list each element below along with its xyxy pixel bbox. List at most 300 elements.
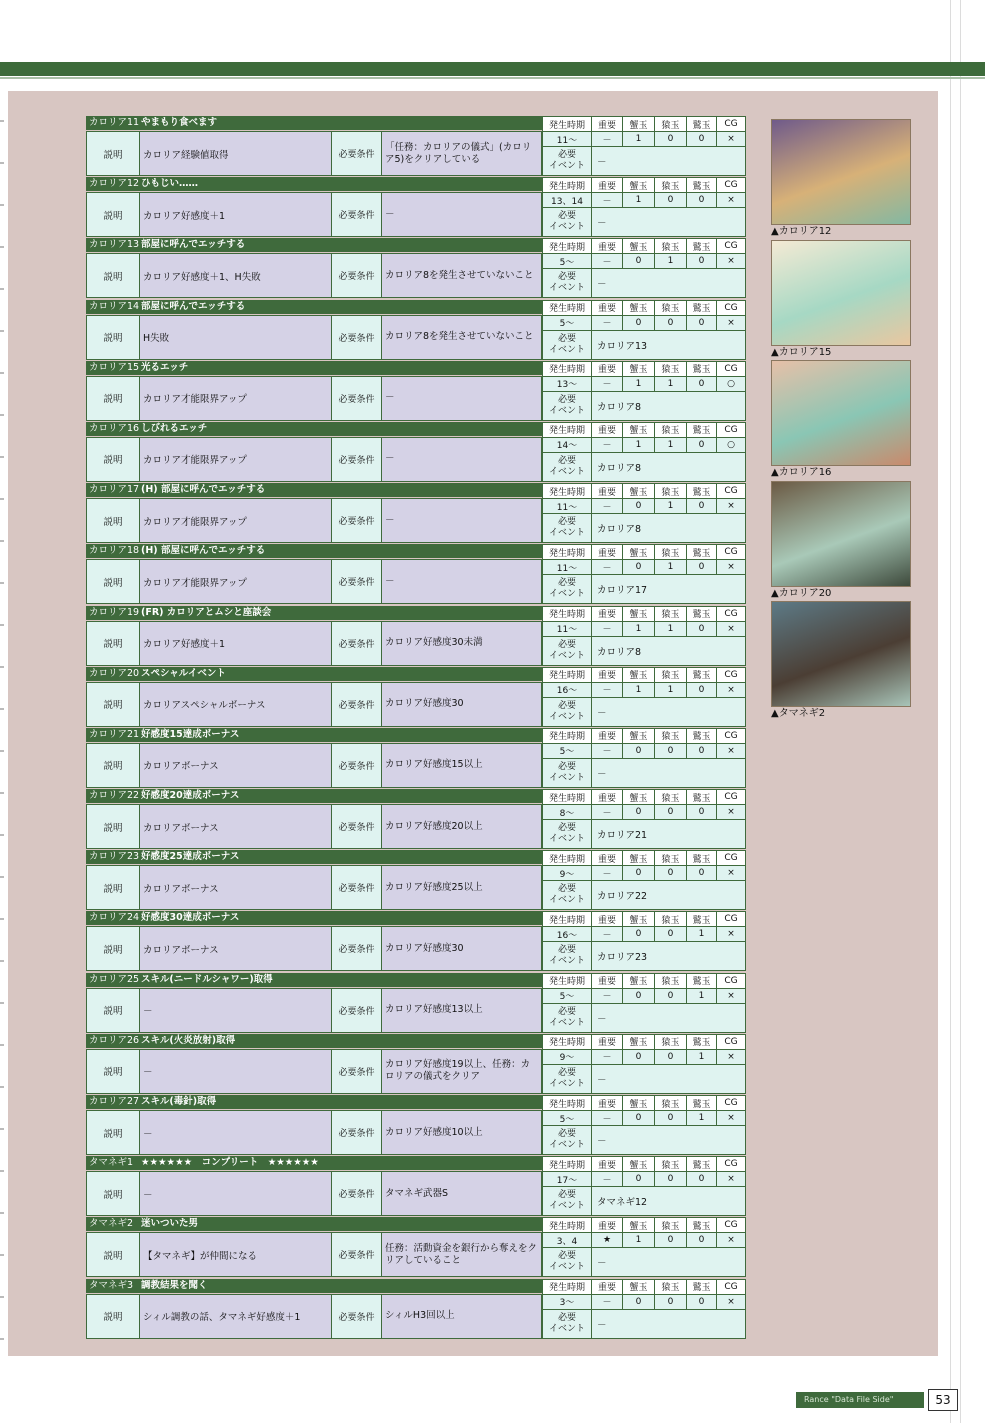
thumbnail (771, 119, 913, 240)
required-event-row (543, 269, 745, 297)
stat-header: 蟹玉 (622, 668, 654, 682)
stats-value-row (543, 499, 745, 514)
event-label: 必要 イベント (548, 455, 585, 477)
required-event-row (543, 881, 745, 909)
stat-cg: × (716, 989, 745, 1003)
entry-header (86, 728, 542, 742)
stat-header: CG (716, 362, 745, 376)
entry-description: カロリアスペシャルボーナス (139, 683, 331, 726)
stats-value-row (543, 744, 745, 759)
desc-label: 説明 (87, 254, 139, 297)
stat-header: 重要 (591, 1157, 622, 1171)
entry-id: タマネギ2 (89, 1218, 134, 1230)
stat-time: 11〜 (556, 563, 578, 574)
stat-header: 猿玉 (654, 974, 686, 988)
required-event: カロリア23 (591, 942, 745, 970)
stat-kani: 0 (622, 744, 654, 758)
stat-header: CG (716, 668, 745, 682)
stat-cg: × (716, 1050, 745, 1064)
stat-header: CG (716, 1096, 745, 1110)
stat-cg: × (716, 1172, 745, 1186)
entry-header (86, 483, 542, 497)
stat-washi: 0 (686, 499, 716, 513)
stat-washi: 1 (686, 989, 716, 1003)
stat-header: 猿玉 (654, 607, 686, 621)
entry-body (86, 621, 542, 666)
stat-washi: 0 (686, 622, 716, 636)
cond-label: 必要条件 (331, 683, 381, 726)
stat-saru: 0 (654, 1050, 686, 1064)
entry-condition: － (381, 193, 541, 236)
stat-time: 11〜 (556, 502, 578, 513)
entry-description: カロリア才能限界アップ (139, 377, 331, 420)
cond-label: 必要条件 (331, 744, 381, 787)
stat-header: CG (716, 301, 745, 315)
entry-stats (542, 1095, 746, 1155)
stat-cg: × (716, 316, 745, 330)
stat-washi: 0 (686, 560, 716, 574)
stat-cg: × (716, 499, 745, 513)
entry-body (86, 1232, 542, 1277)
entry-header (86, 850, 542, 864)
required-event: カロリア8 (591, 392, 745, 420)
stats-header-row (543, 1096, 745, 1111)
event-entry (86, 973, 746, 1034)
stat-header: 発生時期 (548, 1283, 585, 1294)
required-event-row (543, 1187, 745, 1215)
entry-id: カロリア17 (89, 484, 140, 496)
event-entry (86, 1217, 746, 1278)
stat-saru: 0 (654, 744, 686, 758)
entry-body (86, 865, 542, 910)
stat-kani: 1 (622, 622, 654, 636)
required-event: － (591, 269, 745, 297)
stat-time: 5〜 (559, 747, 575, 758)
stat-time: 3、4 (556, 1236, 578, 1247)
stats-header-row (543, 1218, 745, 1233)
stat-header: 鷲玉 (686, 974, 716, 988)
entry-description: カロリア経験値取得 (139, 132, 331, 175)
entry-condition: カロリア好感度25以上 (381, 866, 541, 909)
entry-description: － (139, 1050, 331, 1093)
stat-header: 猿玉 (654, 423, 686, 437)
screenshot-image (771, 240, 911, 346)
stat-header: 鷲玉 (686, 545, 716, 559)
event-label: 必要 イベント (548, 1190, 585, 1212)
stat-header: 鷲玉 (686, 484, 716, 498)
entry-id: タマネギ3 (89, 1279, 134, 1291)
stat-imp: － (591, 1111, 622, 1125)
stat-header: 重要 (591, 729, 622, 743)
cond-label: 必要条件 (331, 316, 381, 359)
stat-header: 猿玉 (654, 790, 686, 804)
stat-header: 鷲玉 (686, 362, 716, 376)
thumbnail-caption: ▲カロリア12 (771, 226, 832, 237)
stat-imp: － (591, 683, 622, 697)
entry-title: スペシャルイベント (141, 667, 226, 679)
entry-title: 好感度20達成ボーナス (141, 790, 240, 802)
screenshot-column (771, 119, 913, 722)
entry-header (86, 911, 542, 925)
stat-kani: 1 (622, 377, 654, 391)
stats-header-row (543, 178, 745, 193)
stat-time: 11〜 (556, 625, 578, 635)
stat-cg: × (716, 560, 745, 574)
stat-washi: 0 (686, 193, 716, 207)
stat-saru: 1 (654, 499, 686, 513)
stat-header: CG (716, 1035, 745, 1049)
event-label: 必要 イベント (548, 394, 585, 416)
thumbnail-caption: ▲タマネギ2 (771, 708, 826, 720)
stat-washi: 0 (686, 132, 716, 146)
entry-stats (542, 1034, 746, 1094)
stat-imp: － (591, 499, 622, 513)
stat-washi: 1 (686, 1111, 716, 1125)
required-event: タマネギ12 (591, 1187, 745, 1215)
entry-title: 部屋に呼んでエッチする (141, 239, 246, 251)
event-label: 必要 イベント (548, 1067, 585, 1089)
stats-value-row (543, 193, 745, 208)
stat-header: 蟹玉 (622, 1280, 654, 1294)
stats-header-row (543, 239, 745, 254)
stat-washi: 0 (686, 1172, 716, 1186)
stat-washi: 0 (686, 866, 716, 880)
event-label: 必要 イベント (548, 1251, 585, 1273)
entry-id: カロリア15 (89, 361, 140, 373)
stat-header: 猿玉 (654, 362, 686, 376)
entry-stats (542, 361, 746, 421)
stat-header: 蟹玉 (622, 912, 654, 926)
entry-description: カロリア好感度＋1 (139, 622, 331, 665)
event-label: 必要 イベント (548, 150, 585, 171)
required-event: － (591, 147, 745, 175)
top-banner (0, 62, 985, 76)
event-label: 必要 イベント (548, 517, 585, 539)
cond-label: 必要条件 (331, 927, 381, 970)
stat-washi: 1 (686, 1050, 716, 1064)
stat-imp: － (591, 805, 622, 819)
stat-header: 鷲玉 (686, 423, 716, 437)
entry-title: 好感度30達成ボーナス (141, 912, 240, 924)
thumbnail (771, 481, 913, 602)
entry-condition: カロリア好感度19以上、任務：カロリアの儀式をクリア (381, 1050, 541, 1093)
footer-bar: Rance "Data File Side" (796, 1392, 924, 1408)
required-event: － (591, 759, 745, 787)
stats-header-row (543, 117, 745, 132)
stat-header: CG (716, 1157, 745, 1171)
stat-kani: 0 (622, 1111, 654, 1125)
event-label: 必要 イベント (548, 211, 585, 233)
entry-body (86, 192, 542, 237)
event-label: 必要 イベント (548, 1006, 585, 1028)
stat-washi: 0 (686, 254, 716, 268)
desc-label: 説明 (87, 744, 139, 787)
event-entry (86, 483, 746, 544)
entry-stats (542, 850, 746, 910)
required-event-row (543, 208, 745, 236)
required-event: カロリア17 (591, 575, 745, 603)
stat-cg: × (716, 622, 745, 636)
event-entry (86, 177, 746, 238)
required-event-row (543, 1248, 745, 1276)
event-entry (86, 1095, 746, 1156)
stat-header: 発生時期 (548, 915, 585, 926)
stat-cg: ○ (716, 377, 745, 391)
screenshot-image (771, 481, 911, 587)
stat-imp: － (591, 744, 622, 758)
stat-header: 重要 (591, 912, 622, 926)
desc-label: 説明 (87, 805, 139, 848)
entry-stats (542, 300, 746, 360)
entry-id: カロリア22 (89, 790, 140, 802)
stats-value-row (543, 989, 745, 1004)
required-event: － (591, 208, 745, 236)
event-label: 必要 イベント (548, 333, 585, 355)
stat-time: 5〜 (559, 319, 575, 330)
stats-header-row (543, 729, 745, 744)
stats-value-row (543, 1111, 745, 1126)
stat-saru: 0 (654, 1295, 686, 1309)
required-event-row (543, 942, 745, 970)
stat-header: 蟹玉 (622, 607, 654, 621)
stat-header: 発生時期 (548, 1160, 585, 1171)
stat-header: 鷲玉 (686, 1218, 716, 1232)
stats-value-row (543, 560, 745, 575)
entry-body (86, 498, 542, 543)
stat-header: 猿玉 (654, 1280, 686, 1294)
entry-header (86, 177, 542, 191)
stat-header: 蟹玉 (622, 974, 654, 988)
stats-header-row (543, 974, 745, 989)
entry-body (86, 1110, 542, 1155)
stat-header: 鷲玉 (686, 1280, 716, 1294)
required-event: － (591, 1310, 745, 1338)
desc-label: 説明 (87, 438, 139, 481)
screenshot-image (771, 601, 911, 707)
stats-value-row (543, 316, 745, 331)
entry-condition: － (381, 438, 541, 481)
top-banner-line (0, 77, 985, 79)
entry-body (86, 926, 542, 971)
stat-header: CG (716, 790, 745, 804)
stats-value-row (543, 683, 745, 698)
stat-time: 3〜 (559, 1298, 575, 1309)
stat-header: CG (716, 607, 745, 621)
stat-cg: × (716, 683, 745, 697)
entry-id: カロリア19 (89, 606, 140, 618)
entry-condition: カロリア好感度30 (381, 683, 541, 726)
entry-title: (FR) カロリアとムシと座談会 (141, 606, 272, 618)
stat-washi: 0 (686, 744, 716, 758)
stat-header: 鷲玉 (686, 1157, 716, 1171)
stat-kani: 1 (622, 683, 654, 697)
stat-header: 猿玉 (654, 178, 686, 192)
stat-header: 蟹玉 (622, 729, 654, 743)
stat-header: 発生時期 (548, 181, 585, 192)
stats-header-row (543, 912, 745, 927)
stat-header: 発生時期 (548, 304, 585, 315)
guide-line (950, 0, 951, 1423)
entry-condition: カロリア好感度13以上 (381, 989, 541, 1032)
cond-label: 必要条件 (331, 1295, 381, 1338)
stat-saru: 1 (654, 560, 686, 574)
required-event-row (543, 1065, 745, 1093)
entry-stats (542, 911, 746, 971)
stat-header: 鷲玉 (686, 668, 716, 682)
desc-label: 説明 (87, 560, 139, 603)
entry-description: カロリアボーナス (139, 805, 331, 848)
stat-imp: － (591, 866, 622, 880)
screenshot-image (771, 360, 911, 466)
stats-value-row (543, 1295, 745, 1310)
stat-header: 重要 (591, 668, 622, 682)
entry-condition: カロリア好感度15以上 (381, 744, 541, 787)
entry-description: － (139, 1111, 331, 1154)
cond-label: 必要条件 (331, 1111, 381, 1154)
event-entry (86, 422, 746, 483)
required-event-row (543, 759, 745, 787)
required-event: － (591, 1248, 745, 1276)
stats-value-row (543, 254, 745, 269)
stat-header: 重要 (591, 423, 622, 437)
stat-kani: 0 (622, 316, 654, 330)
required-event-row (543, 637, 745, 665)
stat-time: 8〜 (559, 808, 575, 819)
cond-label: 必要条件 (331, 866, 381, 909)
entry-description: カロリア才能限界アップ (139, 560, 331, 603)
entry-id: カロリア27 (89, 1096, 140, 1107)
stat-time: 9〜 (559, 1053, 575, 1064)
stat-header: 鷲玉 (686, 729, 716, 743)
event-label: 必要 イベント (548, 761, 585, 783)
stat-header: CG (716, 1218, 745, 1232)
entry-stats (542, 422, 746, 482)
stat-time: 5〜 (559, 992, 575, 1003)
entry-description: カロリア好感度＋1 (139, 193, 331, 236)
required-event-row (543, 453, 745, 481)
entry-body (86, 1171, 542, 1216)
stat-saru: 1 (654, 438, 686, 452)
event-entry (86, 1156, 746, 1217)
desc-label: 説明 (87, 377, 139, 420)
cond-label: 必要条件 (331, 499, 381, 542)
stat-washi: 1 (686, 927, 716, 941)
stat-header: 重要 (591, 607, 622, 621)
stat-kani: 1 (622, 1233, 654, 1247)
desc-label: 説明 (87, 132, 139, 175)
entry-condition: カロリア8を発生させていないこと (381, 254, 541, 297)
stat-cg: × (716, 1295, 745, 1309)
stat-header: 重要 (591, 790, 622, 804)
stat-washi: 0 (686, 316, 716, 330)
event-label: 必要 イベント (548, 639, 585, 661)
stats-value-row (543, 622, 745, 637)
entry-description: 【タマネギ】が仲間になる (139, 1233, 331, 1276)
cond-label: 必要条件 (331, 622, 381, 665)
stat-header: 重要 (591, 117, 622, 131)
entry-body (86, 1049, 542, 1094)
stat-kani: 1 (622, 193, 654, 207)
thumbnail (771, 601, 913, 722)
desc-label: 説明 (87, 1233, 139, 1276)
desc-label: 説明 (87, 499, 139, 542)
stat-header: 発生時期 (548, 854, 585, 865)
stat-saru: 1 (654, 622, 686, 636)
stat-washi: 0 (686, 805, 716, 819)
entry-id: カロリア16 (89, 422, 140, 434)
stats-header-row (543, 607, 745, 622)
stat-saru: 0 (654, 193, 686, 207)
required-event: カロリア13 (591, 331, 745, 359)
entry-condition: － (381, 499, 541, 542)
stat-cg: × (716, 132, 745, 146)
stat-header: 蟹玉 (622, 1157, 654, 1171)
entry-condition: タマネギ武器S (381, 1172, 541, 1215)
stat-kani: 0 (622, 1050, 654, 1064)
required-event: カロリア21 (591, 820, 745, 848)
stat-header: 発生時期 (548, 120, 585, 131)
stat-cg: × (716, 744, 745, 758)
required-event: カロリア22 (591, 881, 745, 909)
stat-time: 13〜 (556, 380, 578, 391)
stat-header: 鷲玉 (686, 607, 716, 621)
stat-header: 鷲玉 (686, 117, 716, 131)
stat-header: 鷲玉 (686, 912, 716, 926)
cond-label: 必要条件 (331, 560, 381, 603)
stat-cg: × (716, 1233, 745, 1247)
event-label: 必要 イベント (548, 823, 585, 845)
stat-saru: 0 (654, 927, 686, 941)
event-label: 必要 イベント (548, 272, 585, 294)
stat-header: 蟹玉 (622, 545, 654, 559)
stat-header: 発生時期 (548, 1221, 585, 1232)
stat-header: 発生時期 (548, 793, 585, 804)
cond-label: 必要条件 (331, 254, 381, 297)
entry-body (86, 1294, 542, 1339)
stat-header: CG (716, 974, 745, 988)
thumbnail-caption: ▲カロリア16 (771, 467, 832, 479)
entry-stats (542, 1156, 746, 1216)
entry-id: カロリア25 (89, 973, 140, 985)
stats-header-row (543, 1035, 745, 1050)
entry-description: カロリアボーナス (139, 744, 331, 787)
desc-label: 説明 (87, 927, 139, 970)
stats-header-row (543, 790, 745, 805)
desc-label: 説明 (87, 316, 139, 359)
stat-imp: － (591, 622, 622, 636)
stats-value-row (543, 1050, 745, 1065)
entry-id: カロリア18 (89, 545, 140, 557)
entry-body (86, 253, 542, 298)
stat-header: 鷲玉 (686, 178, 716, 192)
entry-body (86, 988, 542, 1033)
stat-cg: × (716, 805, 745, 819)
entry-body (86, 376, 542, 421)
event-label: 必要 イベント (548, 578, 585, 600)
entry-description: － (139, 989, 331, 1032)
stat-cg: × (716, 254, 745, 268)
stat-imp: ★ (591, 1233, 622, 1247)
stat-imp: － (591, 377, 622, 391)
stat-header: 発生時期 (548, 671, 585, 682)
entry-stats (542, 606, 746, 666)
stat-header: 蟹玉 (622, 178, 654, 192)
stat-header: 重要 (591, 362, 622, 376)
stat-header: 猿玉 (654, 1035, 686, 1049)
page-number: 53 (928, 1389, 958, 1411)
stat-time: 13、14 (551, 196, 583, 207)
stats-value-row (543, 438, 745, 453)
